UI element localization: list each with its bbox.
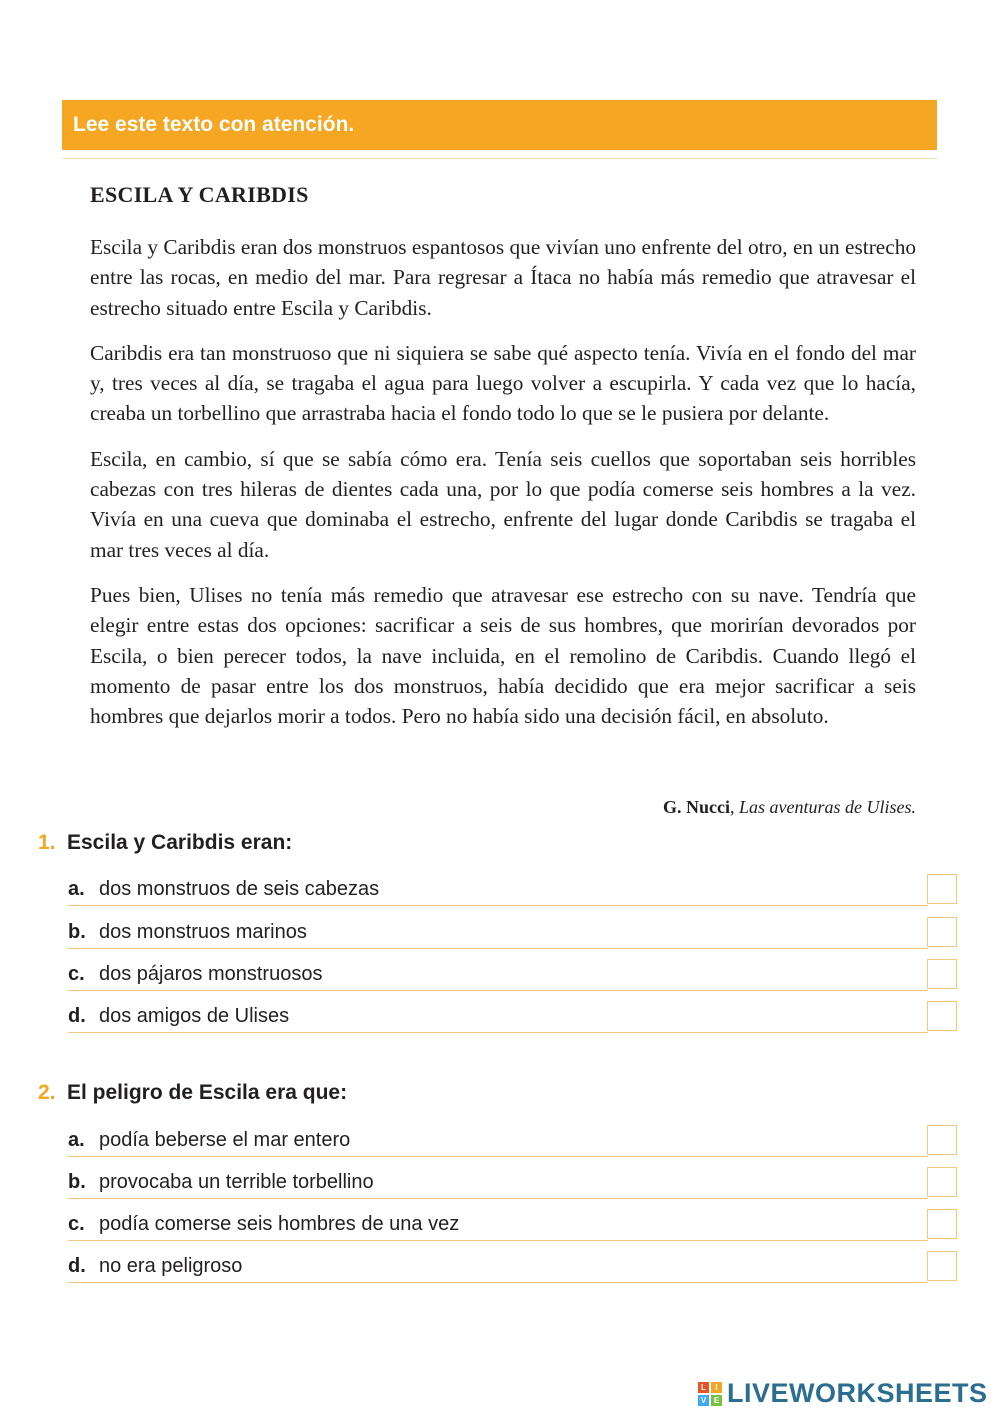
question-1-option-a-checkbox[interactable]	[927, 874, 957, 904]
logo-mark-letter: V	[698, 1395, 709, 1406]
question-1-option-b	[68, 907, 928, 949]
option-text: podía comerse seis hombres de una vez	[99, 1213, 460, 1235]
question-2-option-a-checkbox[interactable]	[927, 1125, 957, 1155]
story-paragraph-2: Caribdis era tan monstruoso que ni siquiera se sabe qué aspecto tenía. Vivía en el fondo del mar y, tres veces al día, se tragaba el agua para luego volver a escupirla. Y cada vez que lo hacía, creaba un torbellino que arrastraba hacia el fondo todo lo que se le pusiera por delante.	[90, 340, 916, 426]
logo-mark-letter: E	[711, 1395, 722, 1406]
logo-mark-icon	[698, 1382, 722, 1406]
question-2-option-a	[68, 1115, 928, 1157]
citation-separator: ,	[730, 797, 739, 817]
option-text: podía beberse el mar entero	[99, 1129, 351, 1151]
question-1-text: Escila y Caribdis eran:	[67, 831, 293, 854]
question-1-option-b-checkbox[interactable]	[927, 917, 957, 947]
option-letter: a.	[68, 878, 85, 900]
option-text: provocaba un terrible torbellino	[99, 1171, 374, 1193]
option-text: dos pájaros monstruosos	[99, 963, 323, 985]
question-1-option-d	[68, 991, 928, 1033]
question-2-option-d	[68, 1241, 928, 1283]
banner-divider	[62, 158, 937, 159]
story-paragraph-3: Escila, en cambio, sí que se sabía cómo era. Tenía seis cuellos que soportaban seis horribles cabezas con tres hileras de dientes cada una, por lo que podía comerse seis hombres a la vez. Vivía en una cueva que dominaba el estrecho, enfrente del lugar donde Caribdis se tragaba el mar tres veces al día.	[90, 446, 916, 562]
question-2-option-d-checkbox[interactable]	[927, 1251, 957, 1281]
logo-mark-letter: L	[698, 1382, 709, 1393]
question-2-option-b-checkbox[interactable]	[927, 1167, 957, 1197]
liveworksheets-logo	[698, 1378, 988, 1409]
question-1-option-c-checkbox[interactable]	[927, 959, 957, 989]
logo-mark-letter: I	[711, 1382, 722, 1393]
instruction-banner	[62, 100, 937, 150]
question-2-option-b	[68, 1157, 928, 1199]
option-text: dos amigos de Ulises	[99, 1005, 290, 1027]
logo-text: LIVEWORKSHEETS	[727, 1378, 988, 1408]
option-letter: c.	[68, 963, 85, 985]
question-1	[38, 831, 958, 1027]
story-title: ESCILA Y CARIBDIS	[90, 182, 309, 207]
option-letter: d.	[68, 1005, 86, 1027]
question-1-option-a	[68, 864, 928, 906]
question-1-option-c	[68, 949, 928, 991]
question-1-option-d-checkbox[interactable]	[927, 1001, 957, 1031]
question-1-number: 1.	[38, 831, 56, 854]
option-text: dos monstruos marinos	[99, 921, 307, 943]
question-2-number: 2.	[38, 1081, 56, 1104]
reading-passage	[90, 178, 916, 746]
option-letter: b.	[68, 1171, 86, 1193]
option-text: no era peligroso	[99, 1255, 243, 1277]
citation-author: G. Nucci	[663, 797, 730, 817]
question-1-heading	[38, 831, 958, 861]
question-2-heading	[38, 1081, 958, 1111]
option-letter: b.	[68, 921, 86, 943]
question-2-text: El peligro de Escila era que:	[67, 1081, 348, 1104]
question-2-option-c	[68, 1199, 928, 1241]
story-paragraph-1: Escila y Caribdis eran dos monstruos espantosos que vivían uno enfrente del otro, en un estrecho entre las rocas, en medio del mar. Para regresar a Ítaca no había más remedio que atravesar el estrecho situado entre Escila y Caribdis.	[90, 235, 916, 320]
option-text: dos monstruos de seis cabezas	[99, 878, 380, 900]
question-2-option-c-checkbox[interactable]	[927, 1209, 957, 1239]
option-letter: c.	[68, 1213, 85, 1235]
question-2	[38, 1081, 958, 1277]
option-letter: a.	[68, 1129, 85, 1151]
option-letter: d.	[68, 1255, 86, 1277]
citation	[663, 797, 916, 818]
story-paragraph-4: Pues bien, Ulises no tenía más remedio que atravesar ese estrecho con su nave. Tendría que elegir entre estas dos opciones: sacrificar a seis de sus hombres, que morirían devorados por Escila, o bien perecer todos, la nave incluida, en el remolino de Caribdis. Cuando llegó el momento de pasar entre los dos monstruos, había decidido que era mejor sacrificar a seis hombres que dejarlos morir a todos. Pero no había sido una decisión fácil, en absoluto.	[90, 582, 916, 729]
instruction-text: Lee este texto con atención.	[73, 113, 355, 136]
citation-title: Las aventuras de Ulises.	[739, 797, 916, 817]
